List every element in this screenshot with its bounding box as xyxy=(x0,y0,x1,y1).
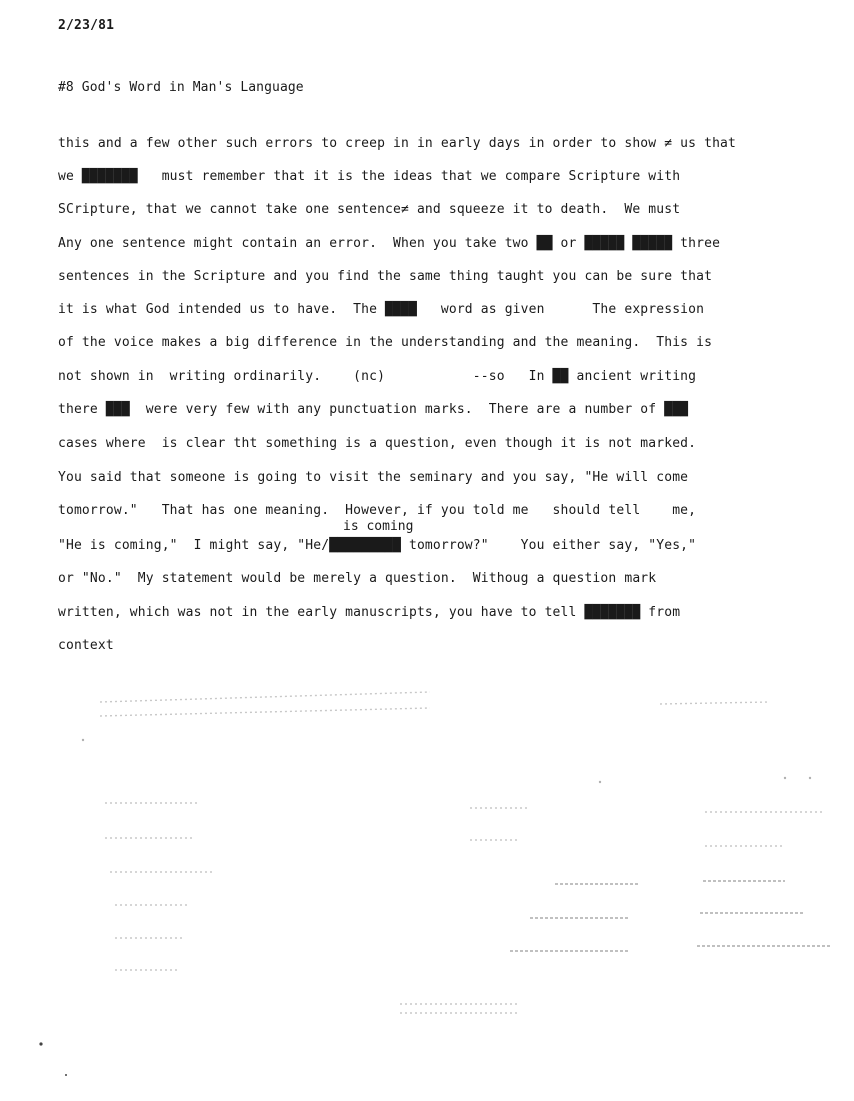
text-line: there ███ were very few with any punctuation marks. There are a number of ███ xyxy=(58,402,689,417)
text-line: written, which was not in the early manuscripts, you have to tell ███████ from xyxy=(58,605,681,620)
text-line: not shown in writing ordinarily. (nc) --so In ██ ancient writing xyxy=(58,369,697,384)
text-line: tomorrow." That has one meaning. However, if you told me should tell me, xyxy=(58,503,697,518)
text-line: sentences in the Scripture and you find the same thing taught you can be sure that xyxy=(58,269,713,284)
text-line: of the voice makes a big difference in the understanding and the meaning. This is xyxy=(58,335,713,350)
text-line: "He is coming," I might say, "He/█████████ tomorrow?" You either say, "Yes," xyxy=(58,538,697,553)
interlinear-insertion: is coming xyxy=(343,519,414,534)
lecture-heading: #8 God's Word in Man's Language xyxy=(58,80,304,95)
text-line: SCripture, that we cannot take one sentence≠ and squeeze it to death. We must xyxy=(58,202,681,217)
text-line: this and a few other such errors to creep in in early days in order to show ≠ us that xyxy=(58,136,737,151)
text-line: cases where is clear tht something is a question, even though it is not marked. xyxy=(58,436,697,451)
text-line: or "No." My statement would be merely a question. Withoug a question mark xyxy=(58,571,657,586)
text-line: we ███████ must remember that it is the ideas that we compare Scripture with xyxy=(58,169,681,184)
text-line: You said that someone is going to visit the seminary and you say, "He will come xyxy=(58,470,689,485)
date: 2/23/81 xyxy=(58,18,115,33)
text-line: it is what God intended us to have. The ████ word as given The expression xyxy=(58,302,705,317)
text-line: context xyxy=(58,638,114,653)
text-line: Any one sentence might contain an error. When you take two ██ or █████ █████ three xyxy=(58,236,721,251)
